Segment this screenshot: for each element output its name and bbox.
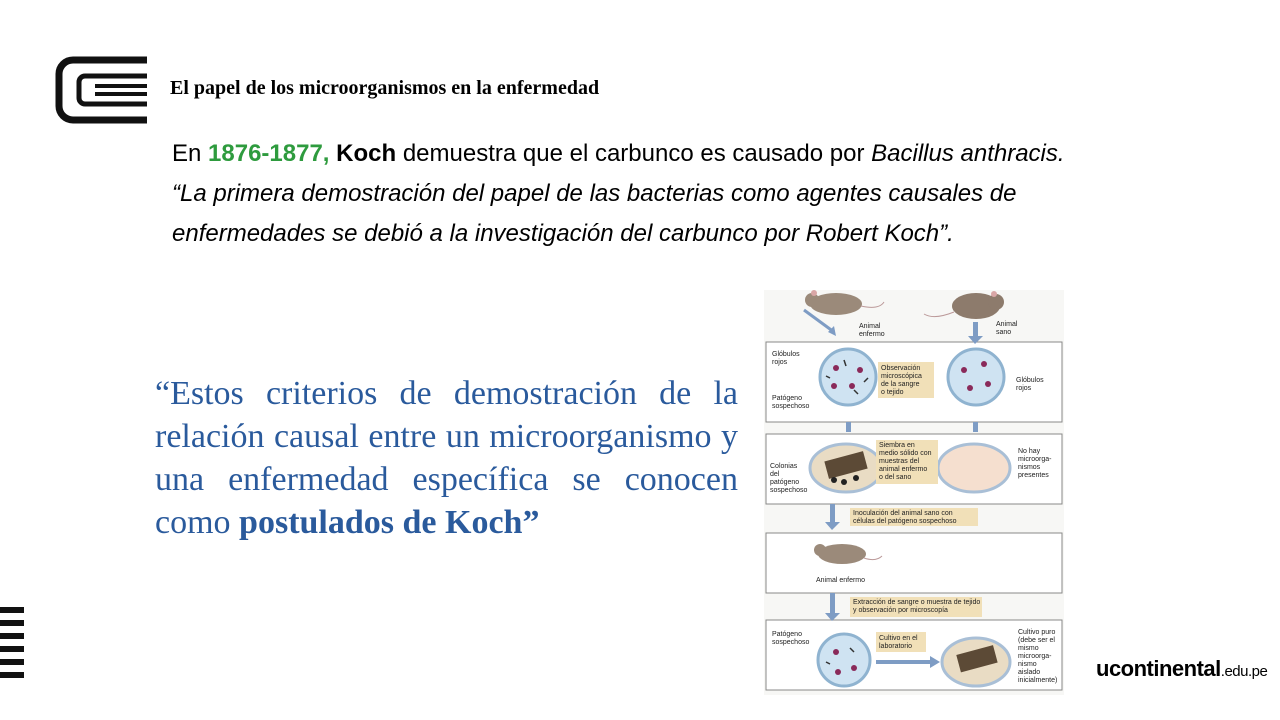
globulos-rojos-left-label: Glóbulos rojos: [772, 351, 800, 366]
observacion-label: Observación microscópica de la sangre o tejido: [881, 365, 922, 396]
koch-name: Koch: [336, 140, 397, 167]
cultivo-puro-label: Cultivo puro (debe ser el mismo microorga-nismo aislado inicialmente): [1018, 629, 1058, 684]
no-hay-label: No hay microorga-nismos presentes: [1018, 448, 1052, 479]
intro-text: En 1876-1877, Koch demuestra que el carbunco es causado por Bacillus anthracis. “La primera demostración del papel de las bacterias como agentes causales de enfermedades se debió a la investigación del carbunco por Robert Koch”.: [172, 140, 1065, 247]
siembra-label: Siembra en medio sólido con muestras del animal enfermo o del sano: [879, 442, 932, 481]
intro-quote: “La primera demostración del papel de las bacterias como agentes causales de enfermedades se debió a la investigación del carbunco por Robert Koch”.: [172, 180, 1017, 247]
species-name: Bacillus anthracis.: [871, 140, 1065, 167]
koch-postulates-diagram: [764, 290, 1064, 695]
pathogen-dish: [818, 634, 870, 686]
postulates-emphasis: postulados de Koch”: [239, 504, 540, 541]
extraccion-label: Extracción de sangre o muestra de tejido y observación por microscopía: [853, 599, 981, 614]
cultivo-lab-label: Cultivo en el laboratorio: [879, 635, 918, 650]
brand-wordmark: ucontinental.edu.pe: [1096, 656, 1268, 681]
slide-title: El papel de los microorganismos en la enfermedad: [170, 77, 600, 99]
years-highlight: 1876-1877,: [208, 140, 330, 167]
decorative-stripes-icon: [0, 607, 24, 679]
patogeno-sospechoso-label-2: Patógeno sospechoso: [772, 631, 810, 646]
animal-enfermo-mid-label: Animal enfermo: [816, 577, 866, 584]
animal-sano-label: Animal sano: [996, 321, 1018, 336]
globulos-rojos-right-label: Glóbulos rojos: [1016, 377, 1044, 392]
colonias-label: Colonias del patógeno sospechoso: [770, 463, 808, 494]
blood-sample-dish-left: [820, 349, 876, 405]
animal-enfermo-label: Animal enfermo: [859, 323, 885, 338]
empty-plate: [938, 444, 1010, 492]
pure-culture-plate: [942, 638, 1010, 686]
continental-logo: [55, 56, 150, 124]
patogeno-sospechoso-label-1: Patógeno sospechoso: [772, 395, 810, 410]
inoculacion-label: Inoculación del animal sano con células del patógeno sospechoso: [853, 510, 957, 525]
koch-postulates-quote: “Estos criterios de demostración de la relación causal entre un microorganismo y una enfermedad específica se conocen como postulados de Koch”: [155, 375, 738, 541]
colony-plate: [810, 444, 882, 492]
blood-sample-dish-right: [948, 349, 1004, 405]
